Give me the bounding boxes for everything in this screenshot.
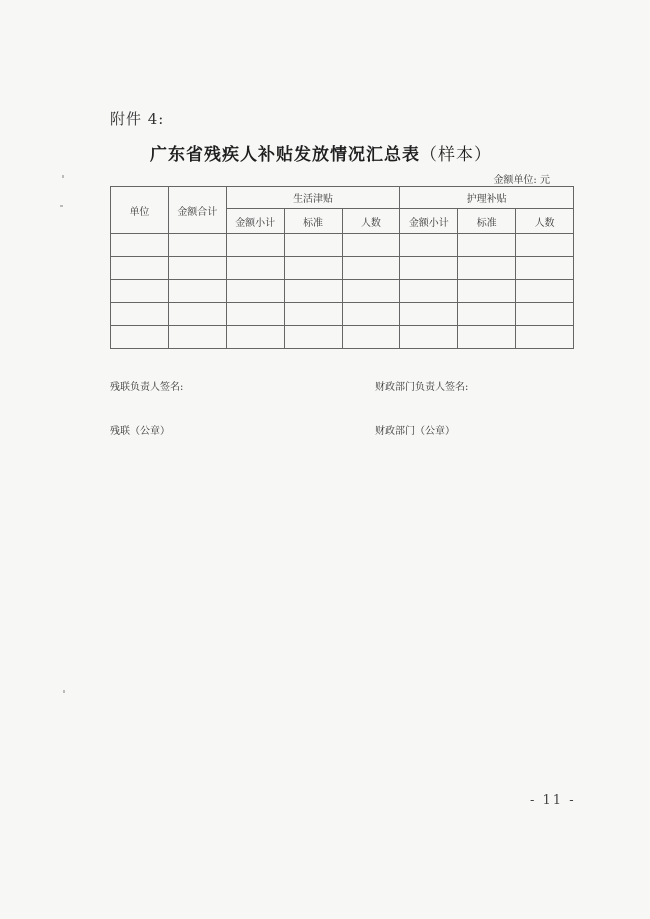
table-cell [284, 234, 342, 257]
table-cell [458, 234, 516, 257]
attachment-label: 附件 4: [110, 110, 165, 128]
title-suffix: （样本） [420, 145, 492, 165]
table-cell [284, 303, 342, 326]
table-cell [400, 234, 458, 257]
table-cell [516, 280, 574, 303]
table-cell [226, 234, 284, 257]
table-cell [111, 257, 169, 280]
table-cell [226, 280, 284, 303]
page-number: - 11 - [530, 793, 576, 808]
table-cell [458, 257, 516, 280]
table-cell [226, 326, 284, 349]
table-cell [458, 326, 516, 349]
group-header-care-subsidy: 护理补贴 [400, 187, 574, 209]
table-cell [168, 303, 226, 326]
table-cell [168, 326, 226, 349]
table-cell [226, 257, 284, 280]
table-cell [342, 303, 400, 326]
table-cell [111, 326, 169, 349]
table-row [111, 234, 574, 257]
table-cell [342, 257, 400, 280]
table-body [111, 234, 574, 349]
table-cell [458, 303, 516, 326]
table-cell [342, 234, 400, 257]
table-cell [226, 303, 284, 326]
table-header-row [111, 187, 574, 209]
scan-speck [60, 205, 63, 207]
document-title [150, 140, 550, 165]
table-cell [168, 280, 226, 303]
table-row [111, 280, 574, 303]
subsidy-summary-table [110, 186, 574, 349]
table-cell [284, 257, 342, 280]
title-main: 广东省残疾人补贴发放情况汇总表 [150, 145, 420, 165]
cdpf-head-signature: 残联负责人签名: [110, 382, 184, 393]
subheader-care-amount: 金额小计 [400, 209, 458, 234]
table-cell [400, 326, 458, 349]
table-cell [111, 234, 169, 257]
table-cell [111, 303, 169, 326]
col-header-total: 金额合计 [168, 187, 226, 234]
cdpf-seal: 残联（公章） [110, 426, 170, 437]
subheader-living-standard: 标准 [284, 209, 342, 234]
col-header-unit: 单位 [111, 187, 169, 234]
table-cell [168, 257, 226, 280]
table-cell [284, 280, 342, 303]
subheader-care-standard: 标准 [458, 209, 516, 234]
group-header-living-allowance: 生活津贴 [226, 187, 400, 209]
finance-head-signature: 财政部门负责人签名: [375, 382, 469, 393]
table-row [111, 257, 574, 280]
subheader-care-count: 人数 [516, 209, 574, 234]
table-cell [516, 234, 574, 257]
table-cell [516, 326, 574, 349]
table-row [111, 303, 574, 326]
table-cell [168, 234, 226, 257]
table-cell [516, 303, 574, 326]
finance-seal: 财政部门（公章） [375, 426, 455, 437]
amount-unit-note: 金额单位: 元 [493, 175, 550, 186]
table-cell [284, 326, 342, 349]
table-cell [400, 303, 458, 326]
scan-speck [62, 175, 64, 178]
table-cell [458, 280, 516, 303]
table-cell [516, 257, 574, 280]
scan-speck [63, 690, 65, 693]
table-cell [400, 280, 458, 303]
table-cell [342, 326, 400, 349]
table-cell [111, 280, 169, 303]
table-row [111, 326, 574, 349]
subheader-living-amount: 金额小计 [226, 209, 284, 234]
table-cell [342, 280, 400, 303]
table-cell [400, 257, 458, 280]
subheader-living-count: 人数 [342, 209, 400, 234]
